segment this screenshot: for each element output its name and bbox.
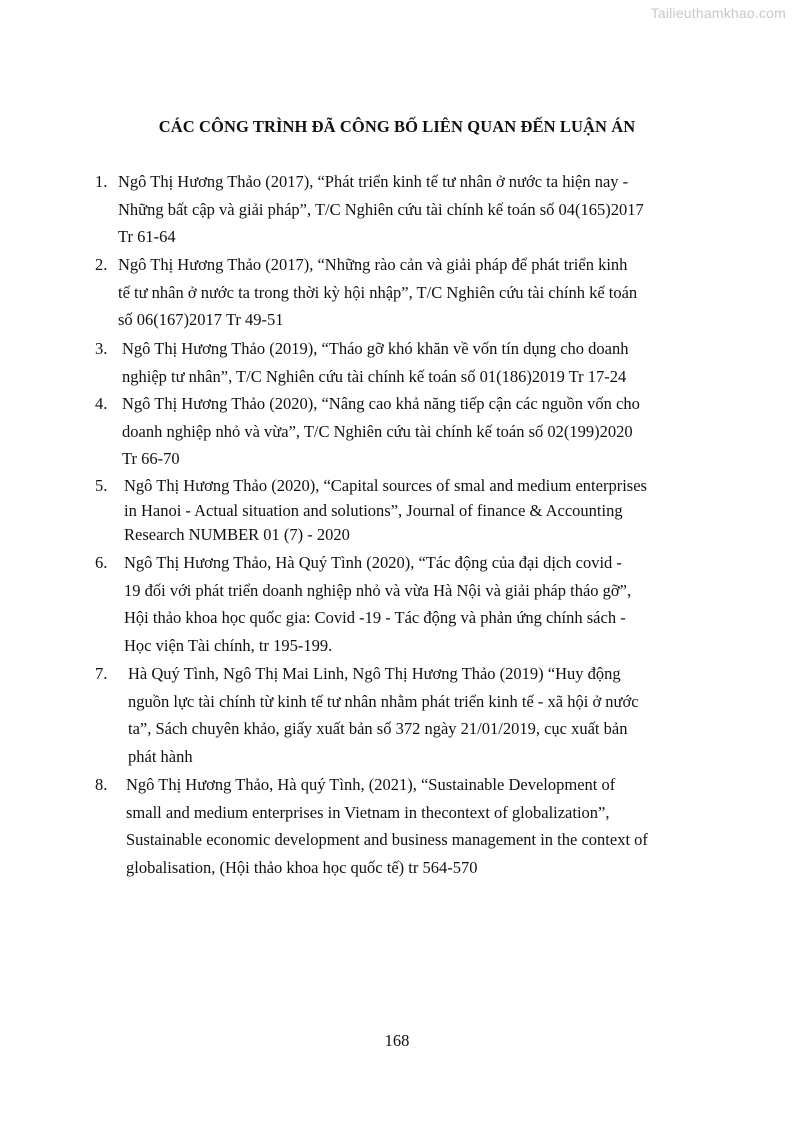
publication-line: ta”, Sách chuyên khảo, giấy xuất bản số 372 ngày 21/01/2019, cục xuất bản: [128, 719, 628, 738]
publication-line: Ngô Thị Hương Thảo (2020), “Capital sources of smal and medium enterprises: [124, 476, 647, 495]
publication-line: 19 đối với phát triển doanh nghiệp nhỏ và vừa Hà Nội và giải pháp tháo gỡ”,: [124, 580, 632, 600]
publication-line: tế tư nhân ở nước ta trong thời kỳ hội nhập”, T/C Nghiên cứu tài chính kế toán: [118, 282, 638, 302]
publication-line: Học viện Tài chính, tr 195-199.: [124, 635, 333, 655]
publication-line: Ngô Thị Hương Thảo, Hà quý Tình, (2021), “Sustainable Development of: [126, 775, 616, 794]
publication-text: [122, 390, 735, 473]
publication-number: 4.: [95, 394, 108, 413]
publication-line: Ngô Thị Hương Thảo (2019), “Tháo gỡ khó khăn về vốn tín dụng cho doanh: [122, 339, 629, 358]
publication-line: Hà Quý Tình, Ngô Thị Mai Linh, Ngô Thị Hương Thảo (2019) “Huy động: [128, 664, 621, 683]
publication-line: Ngô Thị Hương Thảo (2020), “Nâng cao khả năng tiếp cận các nguồn vốn cho: [122, 394, 640, 413]
publication-line: in Hanoi - Actual situation and solutions”, Journal of finance & Accounting: [124, 500, 623, 520]
publication-text: [126, 771, 735, 881]
page-number: 168: [384, 1031, 410, 1050]
publication-text: [118, 251, 735, 334]
watermark-text: Tailieuthamkhao.com: [650, 5, 786, 21]
publication-line: Tr 66-70: [122, 449, 180, 468]
publication-line: Ngô Thị Hương Thảo (2017), “Những rào cản và giải pháp để phát triển kinh: [118, 255, 628, 274]
publication-number: 1.: [95, 172, 108, 191]
publication-line: Ngô Thị Hương Thảo (2017), “Phát triển kinh tế tư nhân ở nước ta hiện nay -: [118, 172, 629, 191]
page-title: CÁC CÔNG TRÌNH ĐÃ CÔNG BỐ LIÊN QUAN ĐẾN LUẬN ÁN: [158, 117, 636, 136]
publication-number: 7.: [95, 664, 108, 683]
publication-line: số 06(167)2017 Tr 49-51: [118, 310, 284, 329]
publication-line: Ngô Thị Hương Thảo, Hà Quý Tình (2020), “Tác động của đại dịch covid -: [124, 553, 622, 572]
publication-text: [122, 335, 735, 390]
publication-line: phát hành: [128, 746, 193, 766]
publication-line: nghiệp tư nhân”, T/C Nghiên cứu tài chính kế toán số 01(186)2019 Tr 17-24: [122, 366, 627, 386]
publication-line: doanh nghiệp nhỏ và vừa”, T/C Nghiên cứu tài chính kế toán số 02(199)2020: [122, 421, 633, 441]
publication-number: 6.: [95, 553, 108, 572]
publication-text: [124, 549, 735, 659]
publication-line: Hội thảo khoa học quốc gia: Covid -19 - Tác động và phản ứng chính sách -: [124, 608, 626, 627]
publication-number: 5.: [95, 476, 108, 495]
publication-line: globalisation, (Hội thảo khoa học quốc tế) tr 564-570: [126, 857, 478, 877]
publication-number: 8.: [95, 775, 108, 794]
publication-line: nguồn lực tài chính từ kinh tế tư nhân nhằm phát triển kinh tế - xã hội ở nước: [128, 691, 639, 711]
publication-text: [128, 660, 735, 770]
publication-number: 2.: [95, 255, 108, 274]
publication-line: Những bất cập và giải pháp”, T/C Nghiên cứu tài chính kế toán số 04(165)2017: [118, 199, 644, 219]
publication-line: Research NUMBER 01 (7) - 2020: [124, 525, 350, 544]
publication-number: 3.: [95, 339, 108, 358]
publication-text: [124, 474, 735, 548]
publication-line: small and medium enterprises in Vietnam in thecontext of globalization”,: [126, 802, 610, 822]
publication-line: Tr 61-64: [118, 227, 176, 246]
publication-line: Sustainable economic development and business management in the context of: [126, 830, 648, 849]
publication-text: [118, 168, 735, 251]
